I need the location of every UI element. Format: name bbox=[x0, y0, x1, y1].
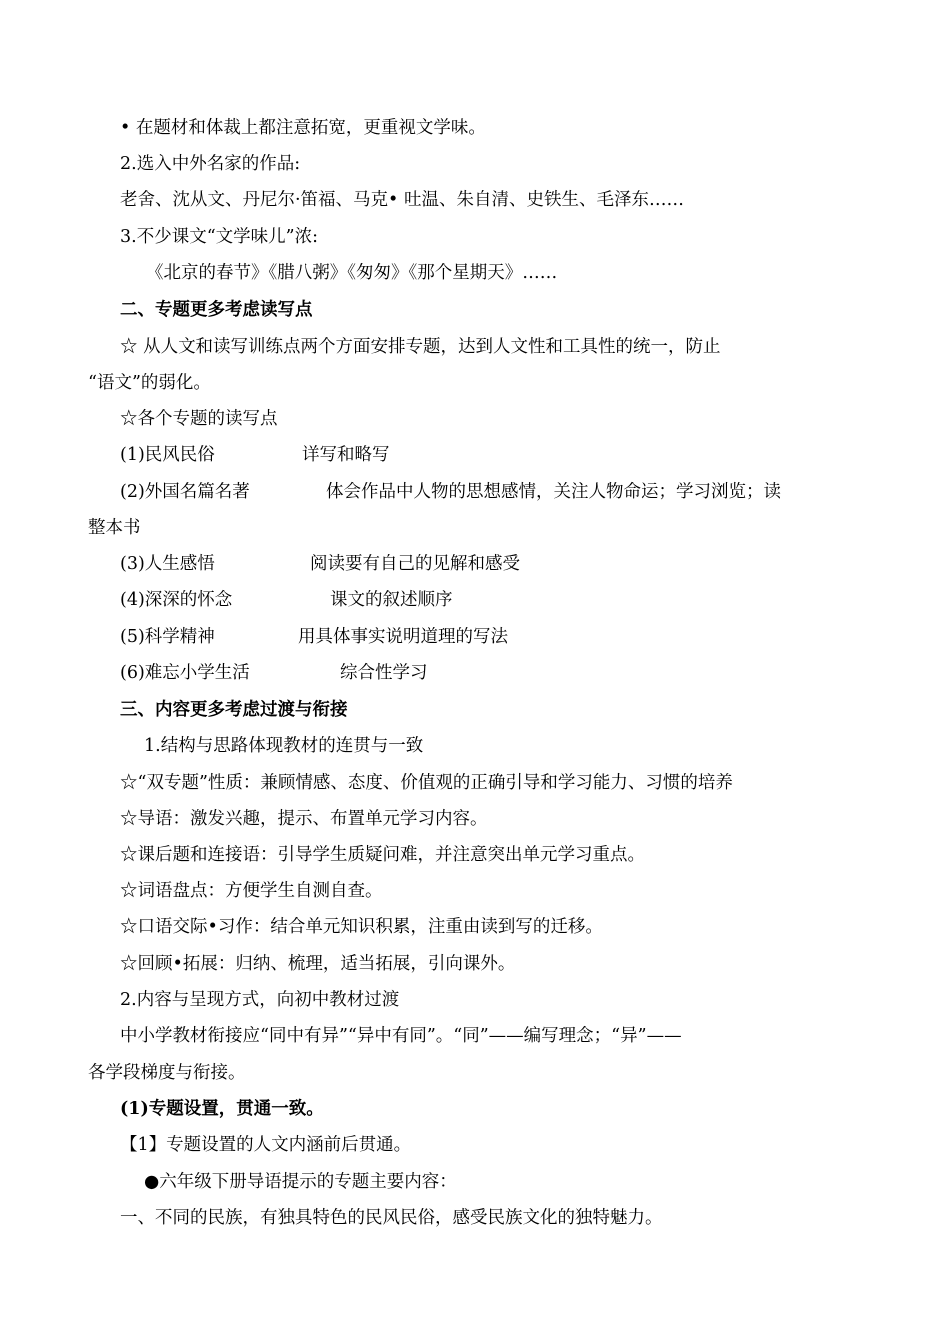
topic-label: (3)人生感悟 bbox=[120, 554, 215, 574]
bracket-item: 【1】专题设置的人文内涵前后贯通。 bbox=[120, 1135, 412, 1155]
bullet-line-themes: • 在题材和体裁上都注意拓宽，更重视文学味。 bbox=[120, 118, 486, 138]
topic-label: (6)难忘小学生活 bbox=[120, 663, 250, 683]
topic-point: 综合性学习 bbox=[340, 663, 428, 683]
star-item: ☆词语盘点：方便学生自测自查。 bbox=[120, 881, 383, 901]
bold-subheading: (1)专题设置，贯通一致。 bbox=[120, 1099, 324, 1119]
heading-famous-authors: 2.选入中外名家的作品: bbox=[120, 154, 301, 174]
text-list: 《北京的春节》《腊八粥》《匆匆》《那个星期天》…… bbox=[146, 263, 558, 283]
section-heading-3: 三、内容更多考虑过渡与衔接 bbox=[120, 700, 348, 720]
paragraph-line: 中小学教材衔接应“同中有异”“异中有同”。“同”——编写理念；“异”—— bbox=[120, 1026, 682, 1046]
topic-label: (1)民风民俗 bbox=[120, 445, 215, 465]
star-item: ☆课后题和连接语：引导学生质疑问难，并注意突出单元学习重点。 bbox=[120, 845, 645, 865]
subheading-reading-points: ☆各个专题的读写点 bbox=[120, 409, 278, 429]
section-heading-2: 二、专题更多考虑读写点 bbox=[120, 300, 313, 320]
topic-label: (5)科学精神 bbox=[120, 627, 215, 647]
topic-point: 课文的叙述顺序 bbox=[330, 590, 453, 610]
topic-point: 详写和略写 bbox=[302, 445, 390, 465]
topic-point-continued: 整本书 bbox=[88, 518, 141, 538]
bullet-item: ●六年级下册导语提示的专题主要内容： bbox=[144, 1172, 457, 1192]
paragraph-line: 各学段梯度与衔接。 bbox=[88, 1063, 246, 1083]
topic-point: 用具体事实说明道理的写法 bbox=[298, 627, 508, 647]
star-item: ☆回顾•拓展：归纳、梳理，适当拓展，引向课外。 bbox=[120, 954, 516, 974]
heading-literary-flavor: 3.不少课文“文学味儿”浓: bbox=[120, 227, 318, 247]
star-item: ☆口语交际•习作：结合单元知识积累，注重由读到写的迁移。 bbox=[120, 917, 603, 937]
author-list: 老舍、沈从文、丹尼尔·笛福、马克• 吐温、朱自清、史铁生、毛泽东…… bbox=[120, 190, 684, 210]
topic-point: 体会作品中人物的思想感情，关注人物命运；学习浏览；读 bbox=[326, 482, 781, 502]
subheading-transition: 2.内容与呈现方式，向初中教材过渡 bbox=[120, 990, 400, 1010]
topic-label: (2)外国名篇名著 bbox=[120, 482, 250, 502]
topic-label: (4)深深的怀念 bbox=[120, 590, 233, 610]
star-item: ☆“双专题”性质：兼顾情感、态度、价值观的正确引导和学习能力、习惯的培养 bbox=[120, 773, 733, 793]
paragraph-line: ☆ 从人文和读写训练点两个方面安排专题，达到人文性和工具性的统一，防止 bbox=[120, 337, 721, 357]
subheading-structure: 1.结构与思路体现教材的连贯与一致 bbox=[144, 736, 424, 756]
paragraph-line: “语文”的弱化。 bbox=[88, 373, 211, 393]
star-item: ☆导语：激发兴趣，提示、布置单元学习内容。 bbox=[120, 809, 488, 829]
topic-point: 阅读要有自己的见解和感受 bbox=[310, 554, 520, 574]
list-item: 一、不同的民族，有独具特色的民风民俗，感受民族文化的独特魅力。 bbox=[120, 1208, 663, 1228]
